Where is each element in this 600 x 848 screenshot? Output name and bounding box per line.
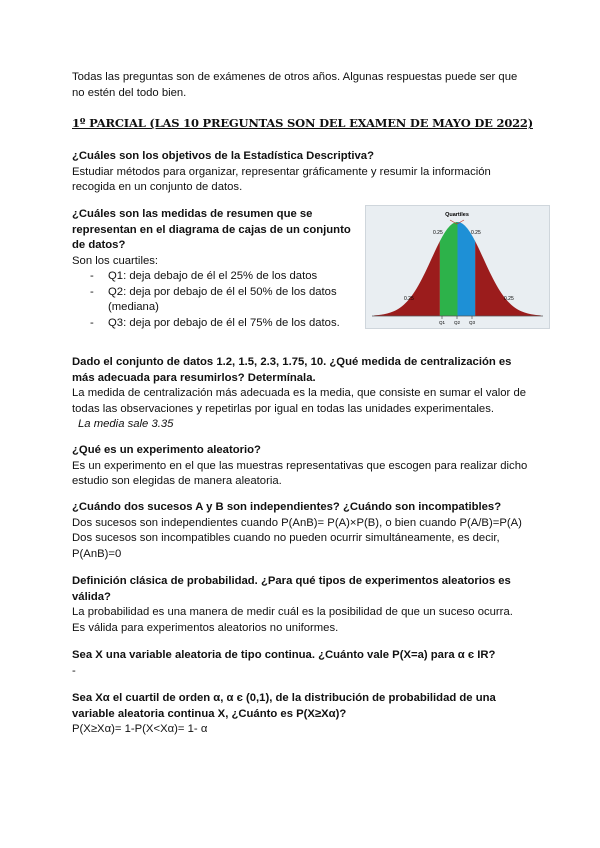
- label-lower-tail: 0.25: [404, 296, 414, 302]
- question-8: Sea Xα el cuartil de orden α, α є (0,1), de la distribución de probabilidad de una variable aleatoria continua X, ¿Cuánto es P(X≥Xα)?: [72, 692, 496, 720]
- answer-4: Es un experimento en el que las muestras representativas que escogen para realizar dicho estudio son elegidas de manera aleatoria.: [72, 459, 528, 487]
- axis-label-q2: Q2: [453, 320, 461, 325]
- answer-2: Son los cuartiles:: [72, 254, 159, 267]
- quartiles-figure: [365, 205, 550, 329]
- answer-1: Estudiar métodos para organizar, representar gráficamente y resumir la información recogida en un conjunto de datos.: [72, 165, 491, 193]
- lower-tail-area: [374, 241, 440, 316]
- qa-block-6: [72, 574, 528, 636]
- qa-block-3: [72, 355, 528, 433]
- axis-label-q1: Q1: [438, 320, 446, 325]
- question-1: ¿Cuáles son los objetivos de la Estadística Descriptiva?: [72, 150, 374, 162]
- question-4: ¿Qué es un experimento aleatorio?: [72, 444, 261, 456]
- label-upper-tail: 0.25: [504, 296, 514, 302]
- figure-title: Quartiles: [445, 212, 469, 218]
- answer-8: P(X≥Xα)= 1-P(X<Xα)= 1- α: [72, 723, 208, 735]
- answer-3-note: La media sale 3.35: [78, 418, 174, 430]
- qa-block-8: [72, 691, 528, 738]
- question-5: ¿Cuándo dos sucesos A y B son independientes? ¿Cuándo son incompatibles?: [72, 501, 502, 513]
- q1-q2-area: [440, 222, 458, 316]
- list-item: - Q1: deja debajo de él el 25% de los datos: [72, 269, 352, 285]
- qa-block-2: [72, 207, 352, 331]
- quartiles-chart: [366, 206, 549, 328]
- axis-label-q3: Q3: [468, 320, 476, 325]
- section-title: 1º PARCIAL (LAS 10 PREGUNTAS SON DEL EXAMEN DE MAYO DE 2022): [72, 116, 533, 130]
- answer-6: La probabilidad es una manera de medir cuál es la posibilidad de que un suceso ocurra. Es válida para experimentos aleatorios no uniformes.: [72, 606, 513, 634]
- label-q2-q3: 0.25: [471, 230, 481, 236]
- qa-block-5: [72, 500, 528, 562]
- qa-block-7: [72, 648, 528, 679]
- qa-block-1: [72, 149, 528, 196]
- question-2: ¿Cuáles son las medidas de resumen que se representan en el diagrama de cajas de un conjunto de datos?: [72, 208, 351, 251]
- answer-5a: Dos sucesos son independientes cuando P(AnB)= P(A)×P(B), o bien cuando P(A/B)=P(A): [72, 516, 522, 529]
- qa-block-4: [72, 443, 528, 490]
- intro-text: Todas las preguntas son de exámenes de otros años. Algunas respuestas puede ser que no estén del todo bien.: [72, 71, 518, 99]
- question-3: Dado el conjunto de datos 1.2, 1.5, 2.3, 1.75, 10. ¿Qué medida de centralización es más adecuada para resumirlos? Determínala.: [72, 356, 512, 384]
- list-item: - Q3: deja por debajo de él el 75% de los datos.: [72, 316, 352, 332]
- question-6: Definición clásica de probabilidad. ¿Para qué tipos de experimentos aleatorios es válida?: [72, 575, 511, 603]
- question-7: Sea X una variable aleatoria de tipo continua. ¿Cuánto vale P(X=a) para α є IR?: [72, 649, 496, 661]
- quartile-list: [72, 269, 352, 331]
- q2-q3-area: [458, 222, 476, 316]
- label-q1-q2: 0.25: [433, 230, 443, 236]
- answer-5b: Dos sucesos son incompatibles cuando no pueden ocurrir simultáneamente, es decir, P(AnB)=0: [72, 532, 500, 560]
- list-item: - Q2: deja por debajo de él el 50% de los datos (mediana): [72, 285, 352, 316]
- answer-3: La medida de centralización más adecuada es la media, que consiste en sumar el valor de todas las observaciones y repetirlas por igual en todas las unidades experimentales.: [72, 387, 527, 415]
- upper-tail-area: [475, 241, 541, 316]
- answer-7: -: [72, 664, 76, 677]
